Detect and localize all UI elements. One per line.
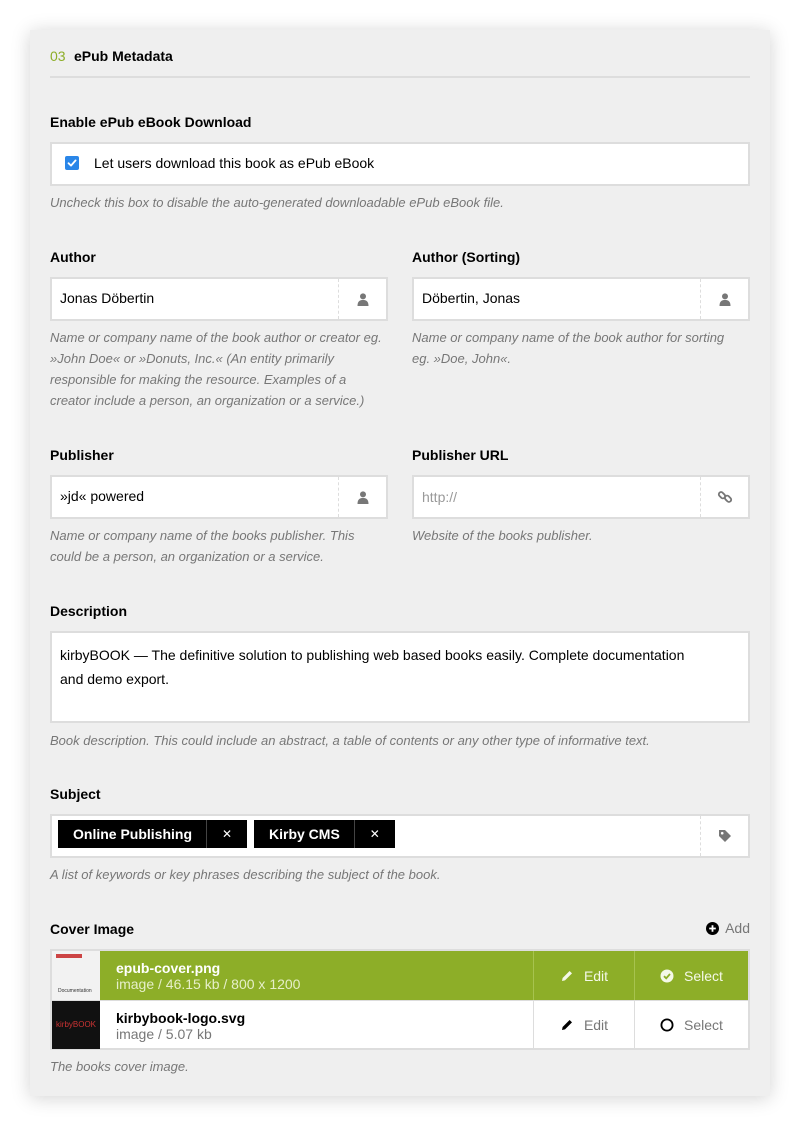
plus-circle-icon bbox=[706, 922, 719, 935]
pencil-icon bbox=[560, 969, 574, 983]
author-sorting-input[interactable] bbox=[412, 277, 750, 321]
author-sorting-label: Author (Sorting) bbox=[412, 249, 521, 265]
tag-icon bbox=[718, 829, 732, 843]
enable-download-label: Enable ePub eBook Download bbox=[50, 114, 252, 130]
enable-download-field[interactable] bbox=[50, 142, 750, 186]
author-value: Jonas Döbertin bbox=[60, 290, 155, 306]
subject-help: A list of keywords or key phrases describing the subject of the book. bbox=[50, 867, 441, 882]
enable-download-help: Uncheck this box to disable the auto-generated downloadable ePub eBook file. bbox=[50, 195, 504, 210]
epub-metadata-panel bbox=[30, 30, 770, 1096]
file-row-epub-cover[interactable] bbox=[52, 951, 748, 1000]
checkmark-icon bbox=[67, 158, 77, 168]
cover-image-help: The books cover image. bbox=[50, 1059, 189, 1074]
file-name: kirbybook-logo.svg bbox=[116, 1010, 246, 1026]
publisher-url-field bbox=[412, 475, 750, 519]
select-button[interactable]: Select bbox=[634, 1001, 748, 1048]
check-circle-icon bbox=[660, 969, 674, 983]
author-input[interactable] bbox=[50, 277, 388, 321]
description-label: Description bbox=[50, 603, 128, 619]
add-file-button[interactable] bbox=[706, 920, 750, 936]
publisher-input[interactable] bbox=[50, 475, 388, 519]
section-header bbox=[50, 48, 750, 78]
publisher-label: Publisher bbox=[50, 447, 114, 463]
author-field-icon bbox=[338, 279, 386, 319]
subject-tag-input[interactable] bbox=[50, 814, 750, 858]
publisher-value: »jd« powered bbox=[60, 488, 145, 504]
user-icon bbox=[357, 293, 369, 306]
author-label: Author bbox=[50, 249, 96, 265]
description-text: kirbyBOOK — The definitive solution to publishing web based books easily. Complete documentation and demo export. bbox=[60, 647, 685, 687]
tag-remove-button[interactable]: ✕ bbox=[369, 827, 380, 841]
tag-remove-button[interactable]: ✕ bbox=[221, 827, 233, 841]
subject-tag[interactable] bbox=[58, 820, 247, 848]
publisher-url-help: Website of the books publisher. bbox=[412, 528, 593, 543]
publisher-url-input[interactable] bbox=[422, 488, 692, 506]
user-icon bbox=[719, 293, 731, 306]
link-icon bbox=[717, 489, 733, 505]
section-title: ePub Metadata bbox=[74, 48, 173, 64]
file-name: epub-cover.png bbox=[116, 960, 221, 976]
file-info bbox=[100, 951, 533, 1000]
description-textarea[interactable] bbox=[50, 631, 750, 723]
publisher-help: Name or company name of the books publisher. This could be a person, an organization or a service. bbox=[50, 528, 355, 564]
edit-button[interactable]: Edit bbox=[533, 951, 634, 1000]
file-info bbox=[100, 1001, 533, 1048]
subject-field-icon bbox=[700, 816, 748, 856]
file-meta: image / 5.07 kb bbox=[116, 1026, 212, 1042]
publisher-url-field-icon[interactable] bbox=[700, 477, 748, 517]
publisher-url-label: Publisher URL bbox=[412, 447, 509, 463]
file-thumbnail: Documentation bbox=[52, 951, 100, 1000]
author-sorting-help: Name or company name of the book author for sorting eg. »Doe, John«. bbox=[412, 330, 725, 366]
enable-download-checkbox[interactable] bbox=[65, 156, 79, 170]
tag-label: Kirby CMS bbox=[254, 820, 355, 848]
file-meta: image / 46.15 kb / 800 x 1200 bbox=[116, 976, 301, 992]
edit-button[interactable]: Edit bbox=[533, 1001, 634, 1048]
section-number: 03 bbox=[50, 48, 66, 64]
subject-label: Subject bbox=[50, 786, 101, 802]
author-sorting-value: Döbertin, Jonas bbox=[422, 290, 521, 306]
cover-image-label: Cover Image bbox=[50, 921, 135, 937]
select-button[interactable]: Select bbox=[634, 951, 748, 1000]
description-help: Book description. This could include an abstract, a table of contents or any other type of informative text. bbox=[50, 733, 650, 748]
enable-download-text: Let users download this book as ePub eBook bbox=[94, 155, 375, 171]
author-help: Name or company name of the book author or creator eg. »John Doe« or »Donuts, Inc.« (An entity primarily responsible for making the resource. Examples of a creator include a person, an organization or a service.) bbox=[50, 330, 382, 408]
circle-outline-icon bbox=[660, 1018, 674, 1032]
file-row-kirbybook-logo[interactable] bbox=[52, 1000, 748, 1048]
subject-tag[interactable] bbox=[254, 820, 395, 848]
publisher-field-icon bbox=[338, 477, 386, 517]
tag-label: Online Publishing bbox=[58, 820, 207, 848]
user-icon bbox=[357, 491, 369, 504]
file-list bbox=[50, 949, 750, 1050]
author-sorting-field-icon bbox=[700, 279, 748, 319]
add-file-label: Add bbox=[725, 920, 750, 936]
pencil-icon bbox=[560, 1018, 574, 1032]
file-thumbnail: kirbyBOOK bbox=[52, 1001, 100, 1049]
